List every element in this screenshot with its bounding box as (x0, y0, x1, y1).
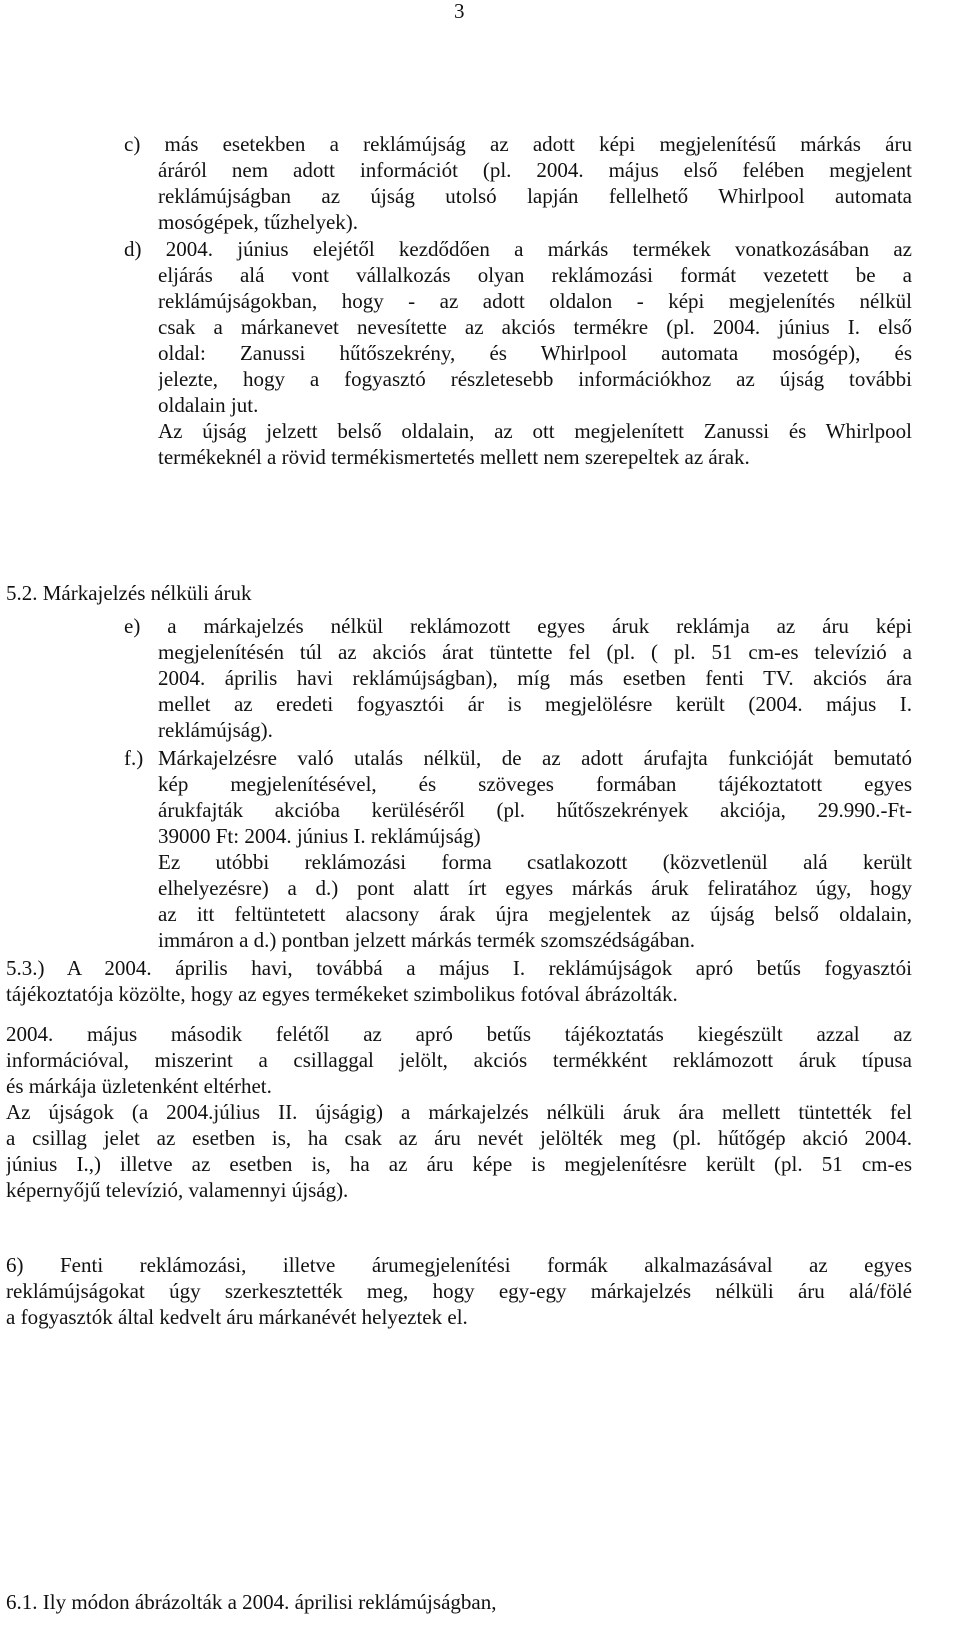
paragraph-c (124, 131, 912, 235)
paragraph-line: megjelenítésén túl az akciós árat tüntette fel (pl. ( pl. 51 cm-es televízió a (158, 640, 912, 664)
paragraph-line: csak a márkanevet nevesítette az akciós termékre (pl. 2004. június I. első (158, 315, 912, 339)
paragraph-line: képernyőjű televízió, valamennyi újság). (6, 1178, 349, 1202)
paragraph-f-label: f.) (124, 746, 144, 770)
paragraph-line: árukfajták akcióba kerüléséről (pl. hűtőszekrények akciója, 29.990.-Ft- (158, 798, 912, 822)
paragraph-line: 39000 Ft: 2004. június I. reklámújság) (158, 824, 481, 848)
paragraph-line: és márkája üzletenként eltérhet. (6, 1074, 272, 1098)
section-heading-6-1: 6.1. Ily módon ábrázolták a 2004. áprilisi reklámújságban, (6, 1590, 497, 1614)
paragraph-line: mosógépek, tűzhelyek). (158, 210, 359, 234)
paragraph-line: oldalain jut. (158, 393, 259, 417)
paragraph-d (124, 236, 912, 470)
paragraph-may (6, 1021, 912, 1203)
paragraph-line: d) 2004. június elejétől kezdődően a márkás termékek vonatkozásában az (124, 237, 912, 261)
paragraph-5-3 (6, 955, 912, 1007)
paragraph-line: kép megjelenítésével, és szöveges formában tájékoztatott egyes (158, 772, 912, 796)
page-number: 3 (454, 0, 465, 23)
section-heading-5-2: 5.2. Márkajelzés nélküli áruk (6, 581, 252, 605)
paragraph-f (158, 745, 912, 953)
paragraph-line: 6) Fenti reklámozási, illetve árumegjelenítési formák alkalmazásával az egyes (6, 1253, 912, 1277)
paragraph-line: áráról nem adott információt (pl. 2004. május első felében megjelent (158, 158, 912, 182)
paragraph-line: információval, miszerint a csillaggal jelölt, akciós termékként reklámozott áruk típusa (6, 1048, 912, 1072)
paragraph-e (124, 613, 912, 743)
paragraph-line: jelezte, hogy a fogyasztó részletesebb információkhoz az újság további (158, 367, 912, 391)
paragraph-line: c) más esetekben a reklámújság az adott képi megjelenítésű márkás áru (124, 132, 912, 156)
paragraph-line: termékeknél a rövid termékismertetés mellett nem szerepeltek az árak. (158, 445, 750, 469)
paragraph-line: reklámújságokat úgy szerkesztették meg, hogy egy-egy márkajelzés nélküli áru alá/fölé (6, 1279, 912, 1303)
paragraph-line: Az újság jelzett belső oldalain, az ott megjelenített Zanussi és Whirlpool (158, 419, 912, 443)
paragraph-line: 2004. május második felétől az apró betűs tájékoztatás kiegészült azzal az (6, 1022, 912, 1046)
paragraph-line: elhelyezésre) a d.) pont alatt írt egyes márkás áruk feliratához úgy, hogy (158, 876, 912, 900)
paragraph-line: tájékoztatója közölte, hogy az egyes termékeket szimbolikus fotóval ábrázolták. (6, 982, 678, 1006)
paragraph-line: e) a márkajelzés nélkül reklámozott egyes áruk reklámja az áru képi (124, 614, 912, 638)
paragraph-line: reklámújságban az újság utolsó lapján fellelhető Whirlpool automata (158, 184, 912, 208)
paragraph-line: reklámújság). (158, 718, 273, 742)
paragraph-line: oldal: Zanussi hűtőszekrény, és Whirlpool automata mosógép), és (158, 341, 912, 365)
paragraph-line: június I.,) illetve az esetben is, ha az áru képe is megjelenítésre került (pl. 51 cm-es (6, 1152, 912, 1176)
paragraph-6 (6, 1252, 912, 1330)
paragraph-line: reklámújságokban, hogy - az adott oldalon - képi megjelenítés nélkül (158, 289, 912, 313)
paragraph-line: immáron a d.) pontban jelzett márkás termék szomszédságában. (158, 928, 696, 952)
paragraph-line: Márkajelzésre való utalás nélkül, de az adott árufajta funkcióját bemutató (158, 746, 912, 770)
paragraph-line: Ez utóbbi reklámozási forma csatlakozott (közvetlenül alá került (158, 850, 912, 874)
paragraph-line: 5.3.) A 2004. április havi, továbbá a május I. reklámújságok apró betűs fogyasztói (6, 956, 912, 980)
paragraph-line: 2004. április havi reklámújságban), míg más esetben fenti TV. akciós ára (158, 666, 912, 690)
paragraph-line: a csillag jelet az esetben is, ha csak az áru nevét jelölték meg (pl. hűtőgép akció 2004. (6, 1126, 912, 1150)
paragraph-line: Az újságok (a 2004.július II. újságig) a márkajelzés nélküli áruk ára mellett tüntették fel (6, 1100, 912, 1124)
paragraph-line: mellet az eredeti fogyasztói ár is megjelölésre került (2004. május I. (158, 692, 912, 716)
paragraph-line: eljárás alá vont vállalkozás olyan reklámozási formát vezetett be a (158, 263, 912, 287)
paragraph-line: az itt feltüntetett alacsony árak újra megjelentek az újság belső oldalain, (158, 902, 912, 926)
paragraph-line: a fogyasztók által kedvelt áru márkanévét helyeztek el. (6, 1305, 468, 1329)
